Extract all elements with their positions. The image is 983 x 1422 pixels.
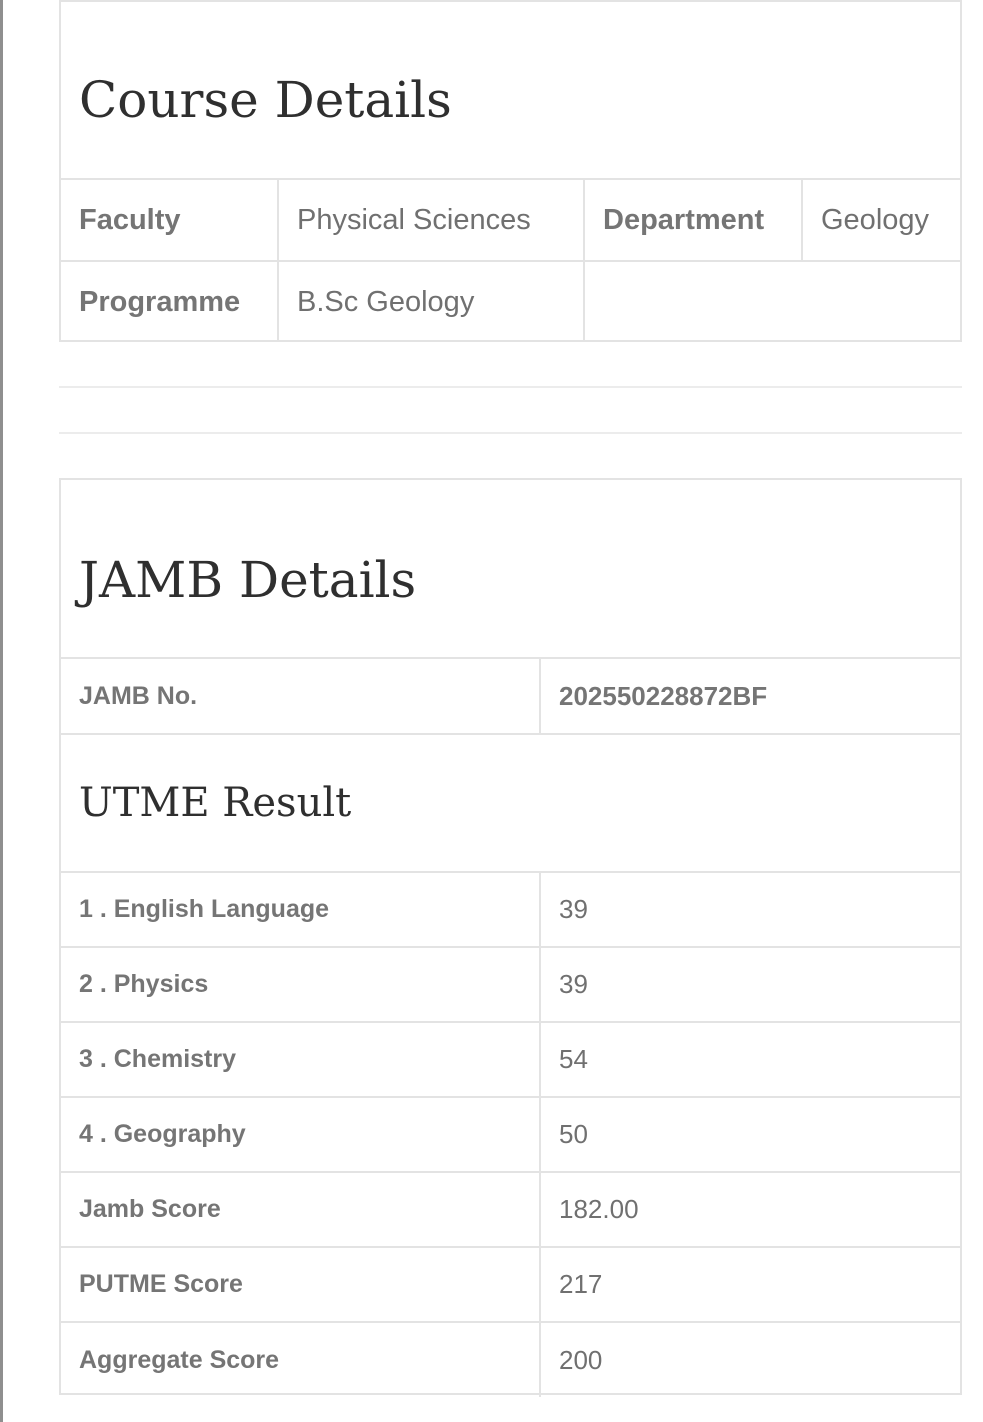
programme-label: Programme bbox=[61, 261, 278, 342]
table-row bbox=[61, 261, 960, 342]
subject-score: 50 bbox=[540, 1097, 960, 1172]
subject-score: 54 bbox=[540, 1022, 960, 1097]
table-row bbox=[61, 1097, 960, 1172]
programme-value: B.Sc Geology bbox=[278, 261, 584, 342]
subject-label: 1 . English Language bbox=[61, 872, 540, 947]
jamb-details-table bbox=[61, 659, 960, 1397]
utme-result-title: UTME Result bbox=[79, 780, 352, 826]
course-details-table bbox=[61, 180, 960, 342]
utme-result-heading-cell bbox=[61, 734, 960, 872]
divider bbox=[59, 386, 962, 388]
table-row bbox=[61, 659, 960, 734]
table-row bbox=[61, 872, 960, 947]
subject-label: 3 . Chemistry bbox=[61, 1022, 540, 1097]
jamb-details-title: JAMB Details bbox=[79, 551, 417, 609]
jamb-no-value: 202550228872BF bbox=[540, 659, 960, 734]
course-details-panel bbox=[59, 0, 962, 342]
table-row bbox=[61, 734, 960, 872]
table-row bbox=[61, 1322, 960, 1397]
jamb-score-label: Jamb Score bbox=[61, 1172, 540, 1247]
course-details-title: Course Details bbox=[79, 71, 452, 129]
aggregate-score-label: Aggregate Score bbox=[61, 1322, 540, 1397]
table-row bbox=[61, 1022, 960, 1097]
jamb-no-label: JAMB No. bbox=[61, 659, 540, 734]
jamb-details-panel bbox=[59, 478, 962, 1395]
subject-score: 39 bbox=[540, 947, 960, 1022]
subject-label: 4 . Geography bbox=[61, 1097, 540, 1172]
jamb-details-header bbox=[61, 480, 960, 659]
department-value: Geology bbox=[802, 180, 960, 261]
divider bbox=[59, 432, 962, 434]
subject-score: 39 bbox=[540, 872, 960, 947]
left-edge-bar bbox=[0, 0, 3, 1422]
faculty-label: Faculty bbox=[61, 180, 278, 261]
empty-cell bbox=[584, 261, 960, 342]
jamb-score-value: 182.00 bbox=[540, 1172, 960, 1247]
faculty-value: Physical Sciences bbox=[278, 180, 584, 261]
table-row bbox=[61, 1172, 960, 1247]
course-details-header bbox=[61, 2, 960, 180]
department-label: Department bbox=[584, 180, 802, 261]
table-row bbox=[61, 180, 960, 261]
putme-score-value: 217 bbox=[540, 1247, 960, 1322]
subject-label: 2 . Physics bbox=[61, 947, 540, 1022]
table-row bbox=[61, 1247, 960, 1322]
aggregate-score-value: 200 bbox=[540, 1322, 960, 1397]
table-row bbox=[61, 947, 960, 1022]
putme-score-label: PUTME Score bbox=[61, 1247, 540, 1322]
